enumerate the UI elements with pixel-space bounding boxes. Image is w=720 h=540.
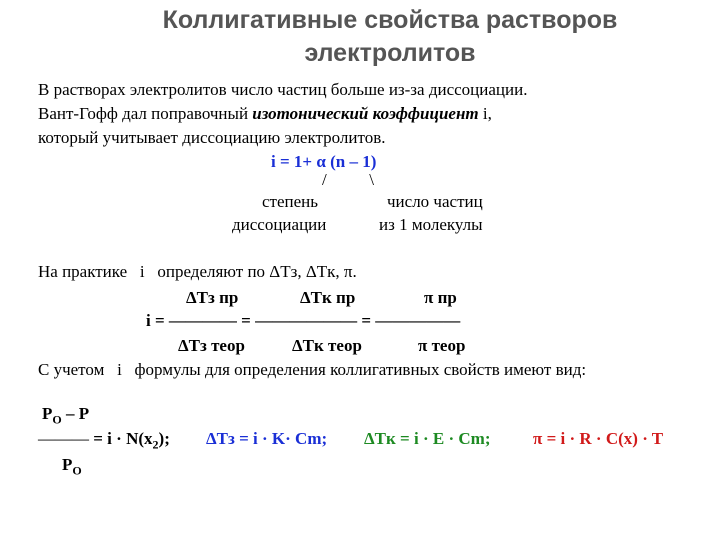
raoult-eq-end: );	[158, 429, 170, 448]
intro-line-1: В растворах электролитов число частиц больше из-за диссоциации.	[38, 80, 528, 99]
numerator-boiling: ΔTк пр	[300, 288, 356, 307]
numerator-freezing: ΔTз пр	[186, 288, 239, 307]
raoult-eq-start: = i · N(x	[89, 429, 153, 448]
isotonic-coefficient-term: изотонический коэффициент	[252, 104, 479, 123]
practice-line: На практике i определяют по ΔTз, ΔTк, π.	[38, 262, 357, 281]
boiling-point-formula: ΔTк = i · E · Cm;	[364, 429, 491, 448]
raoult-denominator	[62, 455, 82, 478]
intro-line-2-start: Вант-Гофф дал поправочный	[38, 104, 253, 123]
freezing-point-formula: ΔTз = i · K· Cm;	[206, 429, 328, 448]
isotonic-formula: i = 1+ α (n – 1)	[271, 152, 377, 171]
raoult-numerator-rest: – P	[61, 404, 90, 423]
numerator-osmotic: π пр	[424, 288, 457, 307]
raoult-numerator	[42, 404, 89, 427]
raoult-equation	[38, 429, 170, 452]
label-per-molecule: из 1 молекулы	[379, 215, 483, 234]
slide-title	[90, 4, 690, 70]
formula-arrows: / \	[322, 170, 374, 189]
raoult-fraction-bar: ———	[38, 429, 89, 448]
label-degree: степень	[262, 192, 319, 211]
fraction-equation: i = ———— = —————— = —————	[146, 311, 461, 330]
title-line-1: Коллигативные свойства растворов	[162, 6, 618, 34]
raoult-eq-sub: 2	[152, 437, 159, 452]
raoult-numerator-p: P	[42, 404, 53, 423]
title-line-2: электролитов	[304, 39, 476, 67]
intro-line-2-end: i,	[478, 104, 492, 123]
intro-line-3: который учитывает диссоциацию электролитов.	[38, 128, 386, 147]
raoult-numerator-sub: O	[52, 412, 62, 427]
label-dissociation: диссоциации	[232, 215, 327, 234]
denominator-freezing: ΔTз теор	[178, 336, 245, 355]
intro-line-2	[38, 104, 492, 124]
osmotic-pressure-formula: π = i · R · C(x) · T	[533, 429, 664, 448]
denominator-boiling: ΔTк теор	[292, 336, 362, 355]
summary-line: С учетом i формулы для определения коллигативных свойств имеют вид:	[38, 360, 587, 379]
raoult-denominator-p: P	[62, 455, 73, 474]
denominator-osmotic: π теор	[418, 336, 466, 355]
raoult-denominator-sub: O	[72, 463, 82, 478]
label-particle-count: число частиц	[387, 192, 483, 211]
